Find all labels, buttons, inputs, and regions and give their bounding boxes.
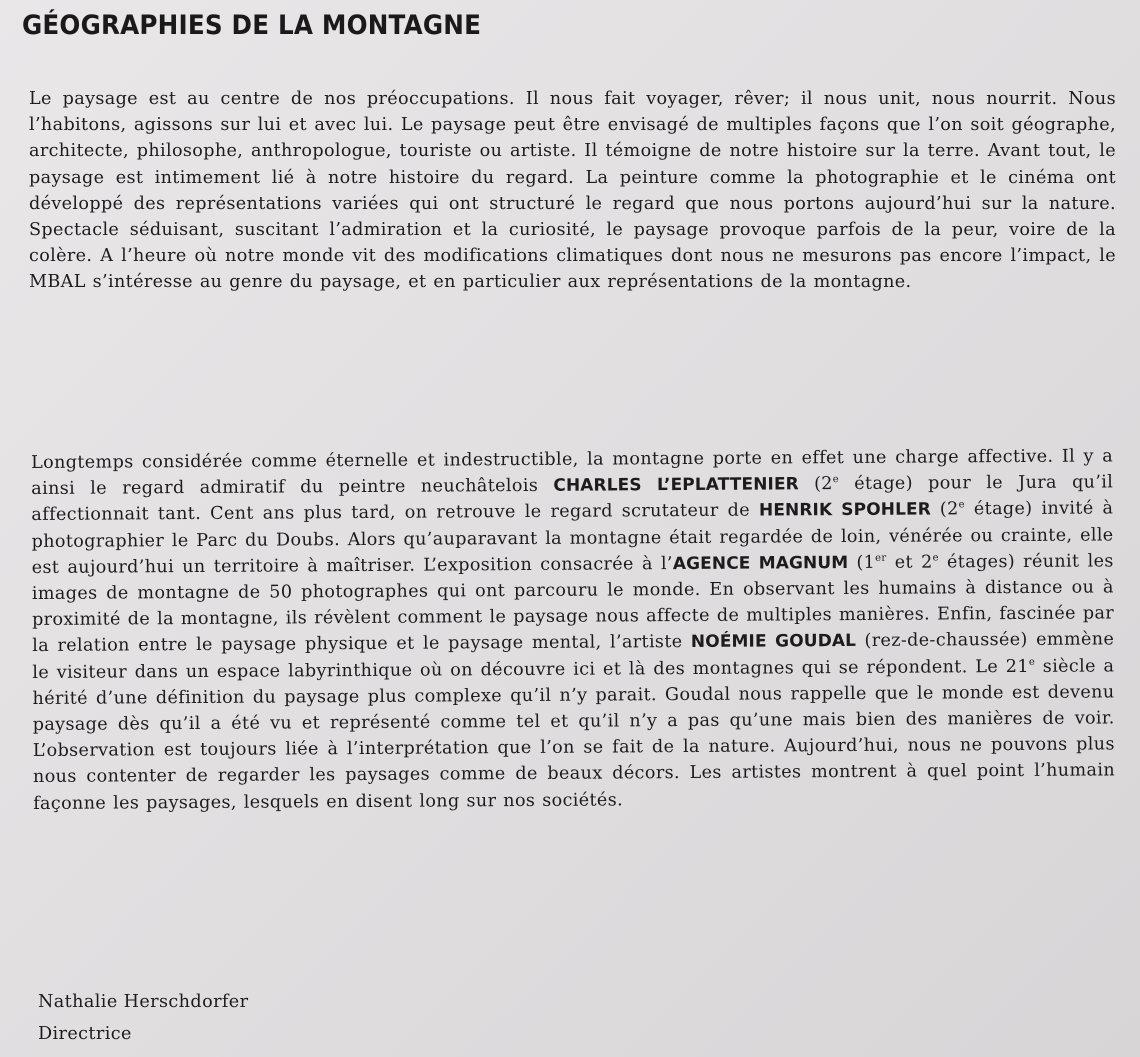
text-segment: et 2 [886, 552, 933, 573]
ordinal-superscript: e [832, 474, 840, 486]
artist-name-eplattenier: CHARLES L’EPLATTENIER [553, 474, 799, 497]
ordinal-superscript: e [1028, 656, 1036, 668]
text-segment: (rez-de-chaussée) emmène le visiteur dans un espace labyrinthique où on découvre ici et là des montagnes qui se répondent. Le 21 [32, 629, 1115, 683]
intro-paragraph: Le paysage est au centre de nos préoccupations. Il nous fait voyager, rêver; il nous unit, nous nourrit. Nous l’habitons, agissons sur lui et avec lui. Le paysage peut être envisagé de multiples façons que l’on soit géographe, architecte, philosophe, anthropologue, touriste ou artiste. Il témoigne de notre histoire sur la terre. Avant tout, le paysage est intimement lié à notre histoire du regard. La peinture comme la photographie et le cinéma ont développé des représentations variées qui ont structuré le regard que nous portons aujourd’hui sur la nature. Spectacle séduisant, suscitant l’admiration et la curiosité, le paysage provoque parfois de la peur, voire de la colère. A l’heure où notre monde vit des modifications climatiques dont nous ne mesurons pas encore l’impact, le MBAL s’intéresse au genre du paysage, et en particulier aux représentations de la montagne. [29, 89, 1116, 293]
ordinal-superscript: e [958, 499, 965, 511]
signature-role: Directrice [38, 1024, 132, 1044]
text-segment: siècle a hérité d’une définition du paysage plus complexe qu’il n’y parait. Goudal nous rappelle que le monde est devenu paysage dès qu’il a été vu et représenté comme tel et qu’il n’y a pas qu’une mais bien des manières de voir. L’observation est toujours liée à l’interprétation que l’on se fait de la nature. Aujourd’hui, nous ne pouvons plus nous contenter de regarder les paysages comme de beaux décors. Les artistes montrent à quel point l’humain façonne les paysages, lesquels en disent long sur nos sociétés. [32, 656, 1116, 814]
agency-name-magnum: AGENCE MAGNUM [672, 552, 849, 574]
text-segment: (2 [798, 474, 833, 495]
ordinal-superscript: er [875, 552, 887, 564]
text-segment: étages) réunit les images de montagne de 50 photographes qui ont parcouru le monde. En observant les humains à distance ou à proximité de la montagne, ils révèlent comment le paysage nous affecte de multiples manières. Enfin, fascinée par la relation entre le paysage physique et le paysage mental, l’artiste [31, 551, 1115, 657]
body-paragraph [31, 443, 1115, 816]
signature-name: Nathalie Herschdorfer [38, 992, 249, 1012]
text-segment: Longtemps considérée comme éternelle et indestructible, la montagne porte en effet une charge affective. Il y a ainsi le regard admiratif du peintre neuchâtelois [31, 446, 1114, 500]
artist-name-goudal: NOÉMIE GOUDAL [690, 631, 857, 653]
text-segment: (1 [848, 552, 876, 573]
text-segment: (2 [930, 499, 959, 520]
text-segment: étage) invité à photographier le Parc du Doubs. Alors qu’auparavant la montagne était regardée de loin, vénérée ou crainte, elle est aujourd’hui un territoire à maîtriser. L’exposition consacrée à l’ [31, 498, 1114, 578]
text-segment: étage) pour le Jura qu’il affectionnait tant. Cent ans plus tard, on retrouve le regard scrutateur de [31, 472, 1114, 526]
signature [38, 986, 248, 1050]
artist-name-spohler: HENRIK SPOHLER [758, 499, 931, 521]
page-title: GÉOGRAPHIES DE LA MONTAGNE [22, 10, 482, 41]
ordinal-superscript: e [932, 552, 939, 564]
